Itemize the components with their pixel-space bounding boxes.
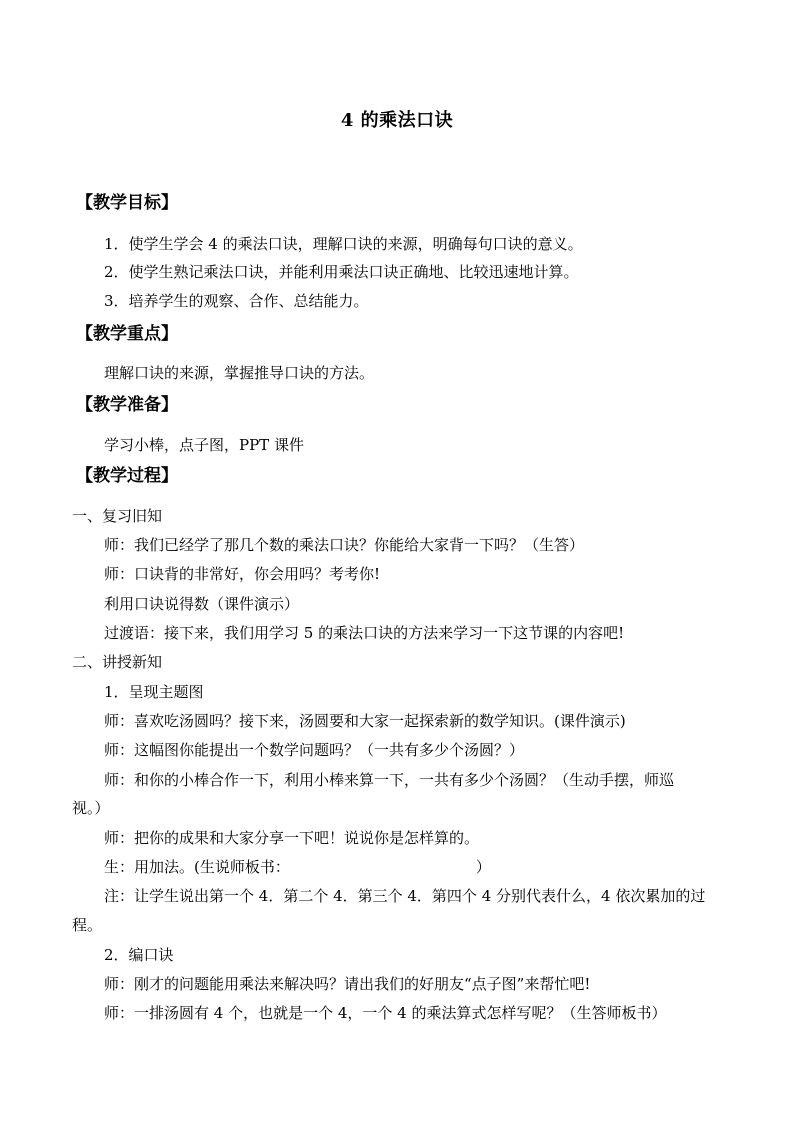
section-heading-process: 【教学过程】 — [76, 466, 178, 486]
section-heading-goals: 【教学目标】 — [76, 193, 178, 213]
sub-title: 2．编口诀 — [104, 946, 174, 964]
process-line: 师：刚才的问题能用乘法来解决吗？请出我们的好朋友“点子图”来帮忙吧! — [104, 975, 591, 993]
process-line: 师：把你的成果和大家分享一下吧！说说你是怎样算的。 — [104, 829, 480, 847]
key-points-text: 理解口诀的来源，掌握推导口诀的方法。 — [104, 364, 375, 382]
process-line: 师：我们已经学了那几个数的乘法口诀？你能给大家背一下吗？（生答） — [104, 536, 585, 554]
goal-item: 1．使学生学会 4 的乘法口诀，理解口诀的来源，明确每句口诀的意义。 — [104, 235, 583, 253]
note-line: 程。 — [72, 916, 103, 934]
process-line: 师：口诀背的非常好，你会用吗？考考你! — [104, 565, 381, 583]
process-line: 师：喜欢吃汤圆吗？接下来，汤圆要和大家一起探索新的数学知识。(课件演示) — [104, 712, 626, 730]
section-heading-preparation: 【教学准备】 — [76, 395, 178, 415]
student-answer-line — [104, 857, 491, 877]
page-title: 4 的乘法口诀 — [340, 110, 454, 131]
process-line: 过渡语：接下来，我们用学习 5 的乘法口诀的方法来学习一下这节课的内容吧! — [104, 624, 625, 642]
process-line: 利用口诀说得数（课件演示） — [104, 595, 300, 613]
note-line: 注：让学生说出第一个 4．第二个 4．第三个 4．第四个 4 分别代表什么，4 依次累加的过 — [104, 887, 706, 905]
process-line: 师：一排汤圆有 4 个，也就是一个 4，一个 4 的乘法算式怎样写呢？（生答师板书） — [104, 1004, 667, 1022]
sub-title: 1．呈现主题图 — [104, 683, 204, 701]
goal-item: 2．使学生熟记乘法口诀，并能利用乘法口诀正确地、比较迅速地计算。 — [104, 263, 579, 281]
preparation-text: 学习小棒，点子图，PPT 课件 — [104, 436, 304, 454]
student-answer-suffix: ） — [475, 858, 491, 876]
part-title: 二、讲授新知 — [72, 653, 163, 671]
process-line: 视。） — [72, 799, 110, 817]
part-title: 一、复习旧知 — [72, 507, 163, 525]
process-line: 师：和你的小棒合作一下，利用小棒来算一下，一共有多少个汤圆？（生动手摆，师巡 — [104, 771, 675, 789]
goal-item: 3．培养学生的观察、合作、总结能力。 — [104, 292, 369, 310]
student-answer-prefix: 生：用加法。(生说师板书： — [104, 858, 290, 876]
section-heading-key-points: 【教学重点】 — [76, 324, 178, 344]
process-line: 师：这幅图你能提出一个数学问题吗？（一共有多少个汤圆？） — [104, 741, 525, 759]
